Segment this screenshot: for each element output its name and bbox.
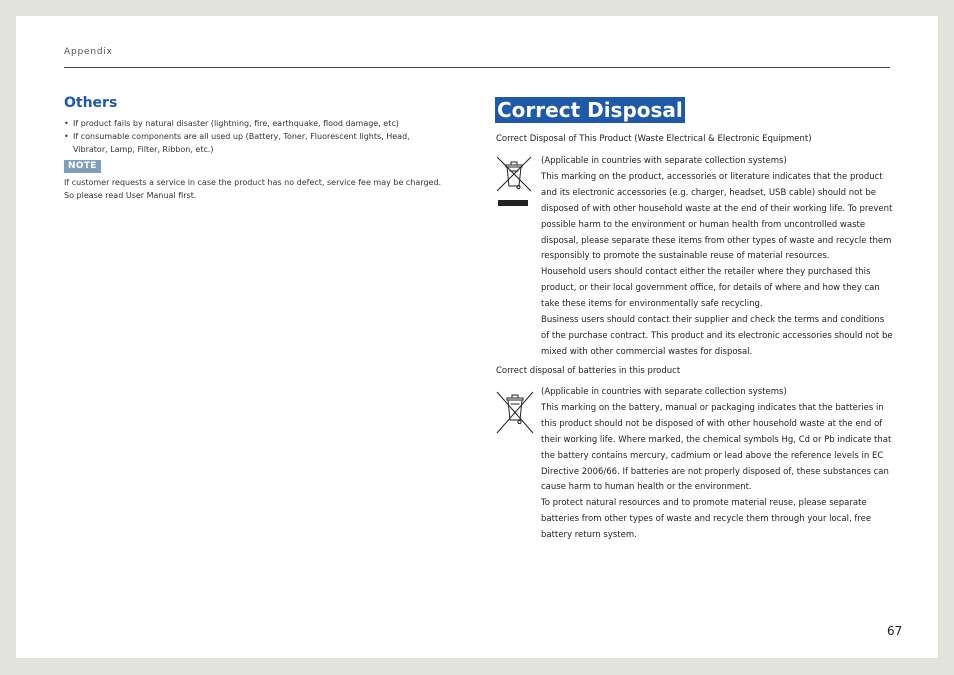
weee-crossed-bin-icon: [494, 155, 534, 211]
paragraph: This marking on the battery, manual or packaging indicates that the batteries in this product should not be disposed of with other household waste at the end of their working life. Where marked, the chemical symbols Hg, Cd or Pb indicate that the battery contains mercury, cadmium or lead above the reference levels in EC Directive 2006/66. If batteries are not properly disposed of, these substances can cause harm to human health or the environment.: [541, 402, 892, 493]
paragraph: (Applicable in countries with separate collection systems): [541, 156, 787, 166]
others-bullet-list: [64, 117, 446, 156]
paragraph: To protect natural resources and to promote material reuse, please separate batteries from other types of waste and recycle them through your local, free battery return system.: [541, 498, 872, 541]
note-badge: NOTE: [64, 160, 101, 173]
note-text: If customer requests a service in case the product has no defect, service fee may be charged. So please read User Manual first.: [64, 178, 442, 200]
bullet-icon: •: [64, 132, 69, 141]
list-item: • If consumable components are all used up (Battery, Toner, Fluorescent lights, Head, Vibrator, Lamp, Filter, Ribbon, etc.): [64, 132, 410, 154]
section-label: Appendix: [64, 47, 113, 57]
list-item: • If product fails by natural disaster (lightning, fire, earthquake, flood damage, etc): [64, 119, 399, 128]
paragraph: Business users should contact their supplier and check the terms and conditions of the purchase contract. This product and its electronic accessories should not be mixed with other commercial wastes for disposal.: [541, 315, 893, 357]
battery-disposal-text: [541, 385, 893, 544]
paragraph: (Applicable in countries with separate collection systems): [541, 387, 787, 397]
paragraph: Household users should contact either the retailer where they purchased this product, or their local government office, for details of where and how they can take these items for environmentally safe recycling.: [541, 267, 880, 310]
header-divider: [64, 67, 890, 68]
paragraph: This marking on the product, accessories or literature indicates that the product and its electronic accessories (e.g. charger, headset, USB cable) should not be disposed of with other household waste at the end of their working life. To prevent possible harm to the environment or human health from uncontrolled waste disposal, please separate these items from other types of waste and recycle them responsibly to promote the sustainable reuse of material resources.: [541, 171, 893, 262]
others-heading: Others: [64, 95, 118, 111]
bullet-icon: •: [64, 119, 69, 128]
product-disposal-text: [541, 154, 893, 361]
manual-page: [16, 16, 938, 658]
battery-disposal-heading: Correct disposal of batteries in this product: [496, 366, 681, 376]
correct-disposal-heading: Correct Disposal: [497, 98, 683, 122]
product-disposal-heading: Correct Disposal of This Product (Waste Electrical & Electronic Equipment): [496, 134, 812, 144]
page-number: 67: [887, 624, 903, 638]
battery-crossed-bin-icon: [495, 389, 535, 435]
